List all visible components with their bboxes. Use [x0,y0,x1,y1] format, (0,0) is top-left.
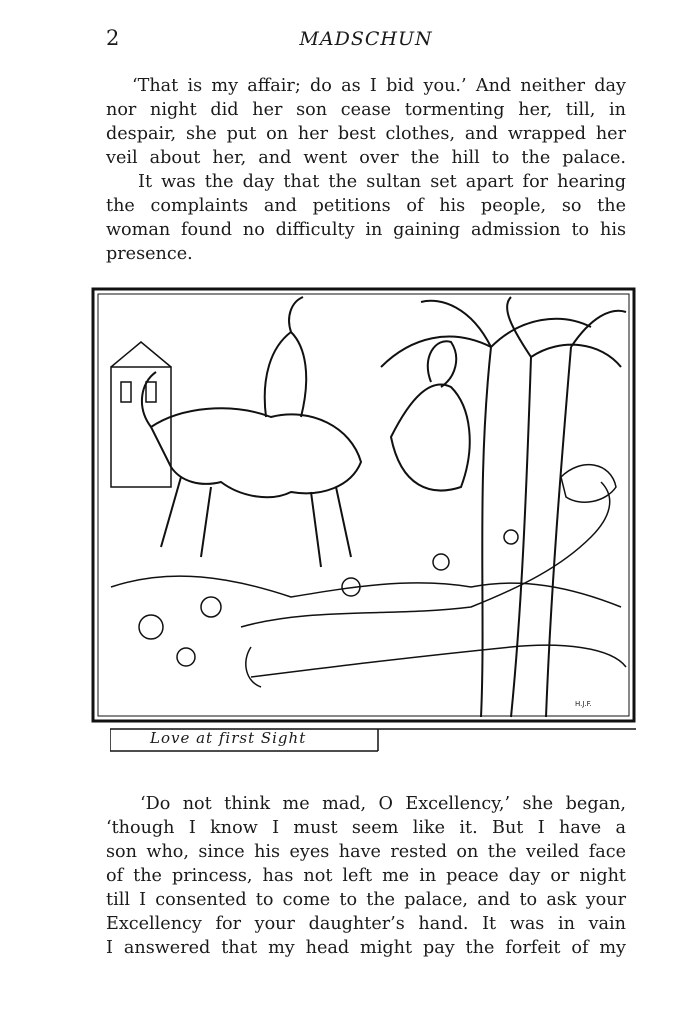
buildings [111,342,171,487]
paragraph-2 [106,170,626,266]
illustration-caption: Love at first Sight [150,729,307,747]
palm-trees [381,297,626,717]
horse-and-riders [142,297,470,567]
text-line: the complaints and petitions of his people, so the [106,196,626,216]
illustration [91,287,636,723]
paragraph-1 [106,74,626,170]
text-line: son who, since his eyes have rested on the veiled face [106,842,626,862]
page-header [106,24,626,52]
text-line: woman found no difficulty in gaining admission to his [106,220,626,240]
artist-monogram: H.J.F. [575,700,592,708]
illustration-drawing [91,287,636,723]
text-line: ‘though I know I must seem like it. But I have a [106,818,626,838]
text-line: nor night did her son cease tormenting her, till, in [106,100,626,120]
text-line: It was the day that the sultan set apart for hearing [138,172,626,192]
page-number: 2 [106,26,120,50]
text-line: veil about her, and went over the hill to the palace. [106,148,626,168]
text-line: I answered that my head might pay the forfeit of my [106,938,626,958]
text-line: of the princess, has not left me in peace day or night [106,866,626,886]
text-line: presence. [106,244,193,264]
paragraph-3 [106,792,626,960]
text-line: despair, she put on her best clothes, and wrapped her [106,124,626,144]
text-line: Excellency for your daughter’s hand. It was in vain [106,914,626,934]
running-title: MADSCHUN [299,28,433,50]
text-line: ‘Do not think me mad, O Excellency,’ she began, [140,794,626,814]
text-line: ‘That is my affair; do as I bid you.’ And neither day [132,76,626,96]
text-line: till I consented to come to the palace, and to ask your [106,890,626,910]
